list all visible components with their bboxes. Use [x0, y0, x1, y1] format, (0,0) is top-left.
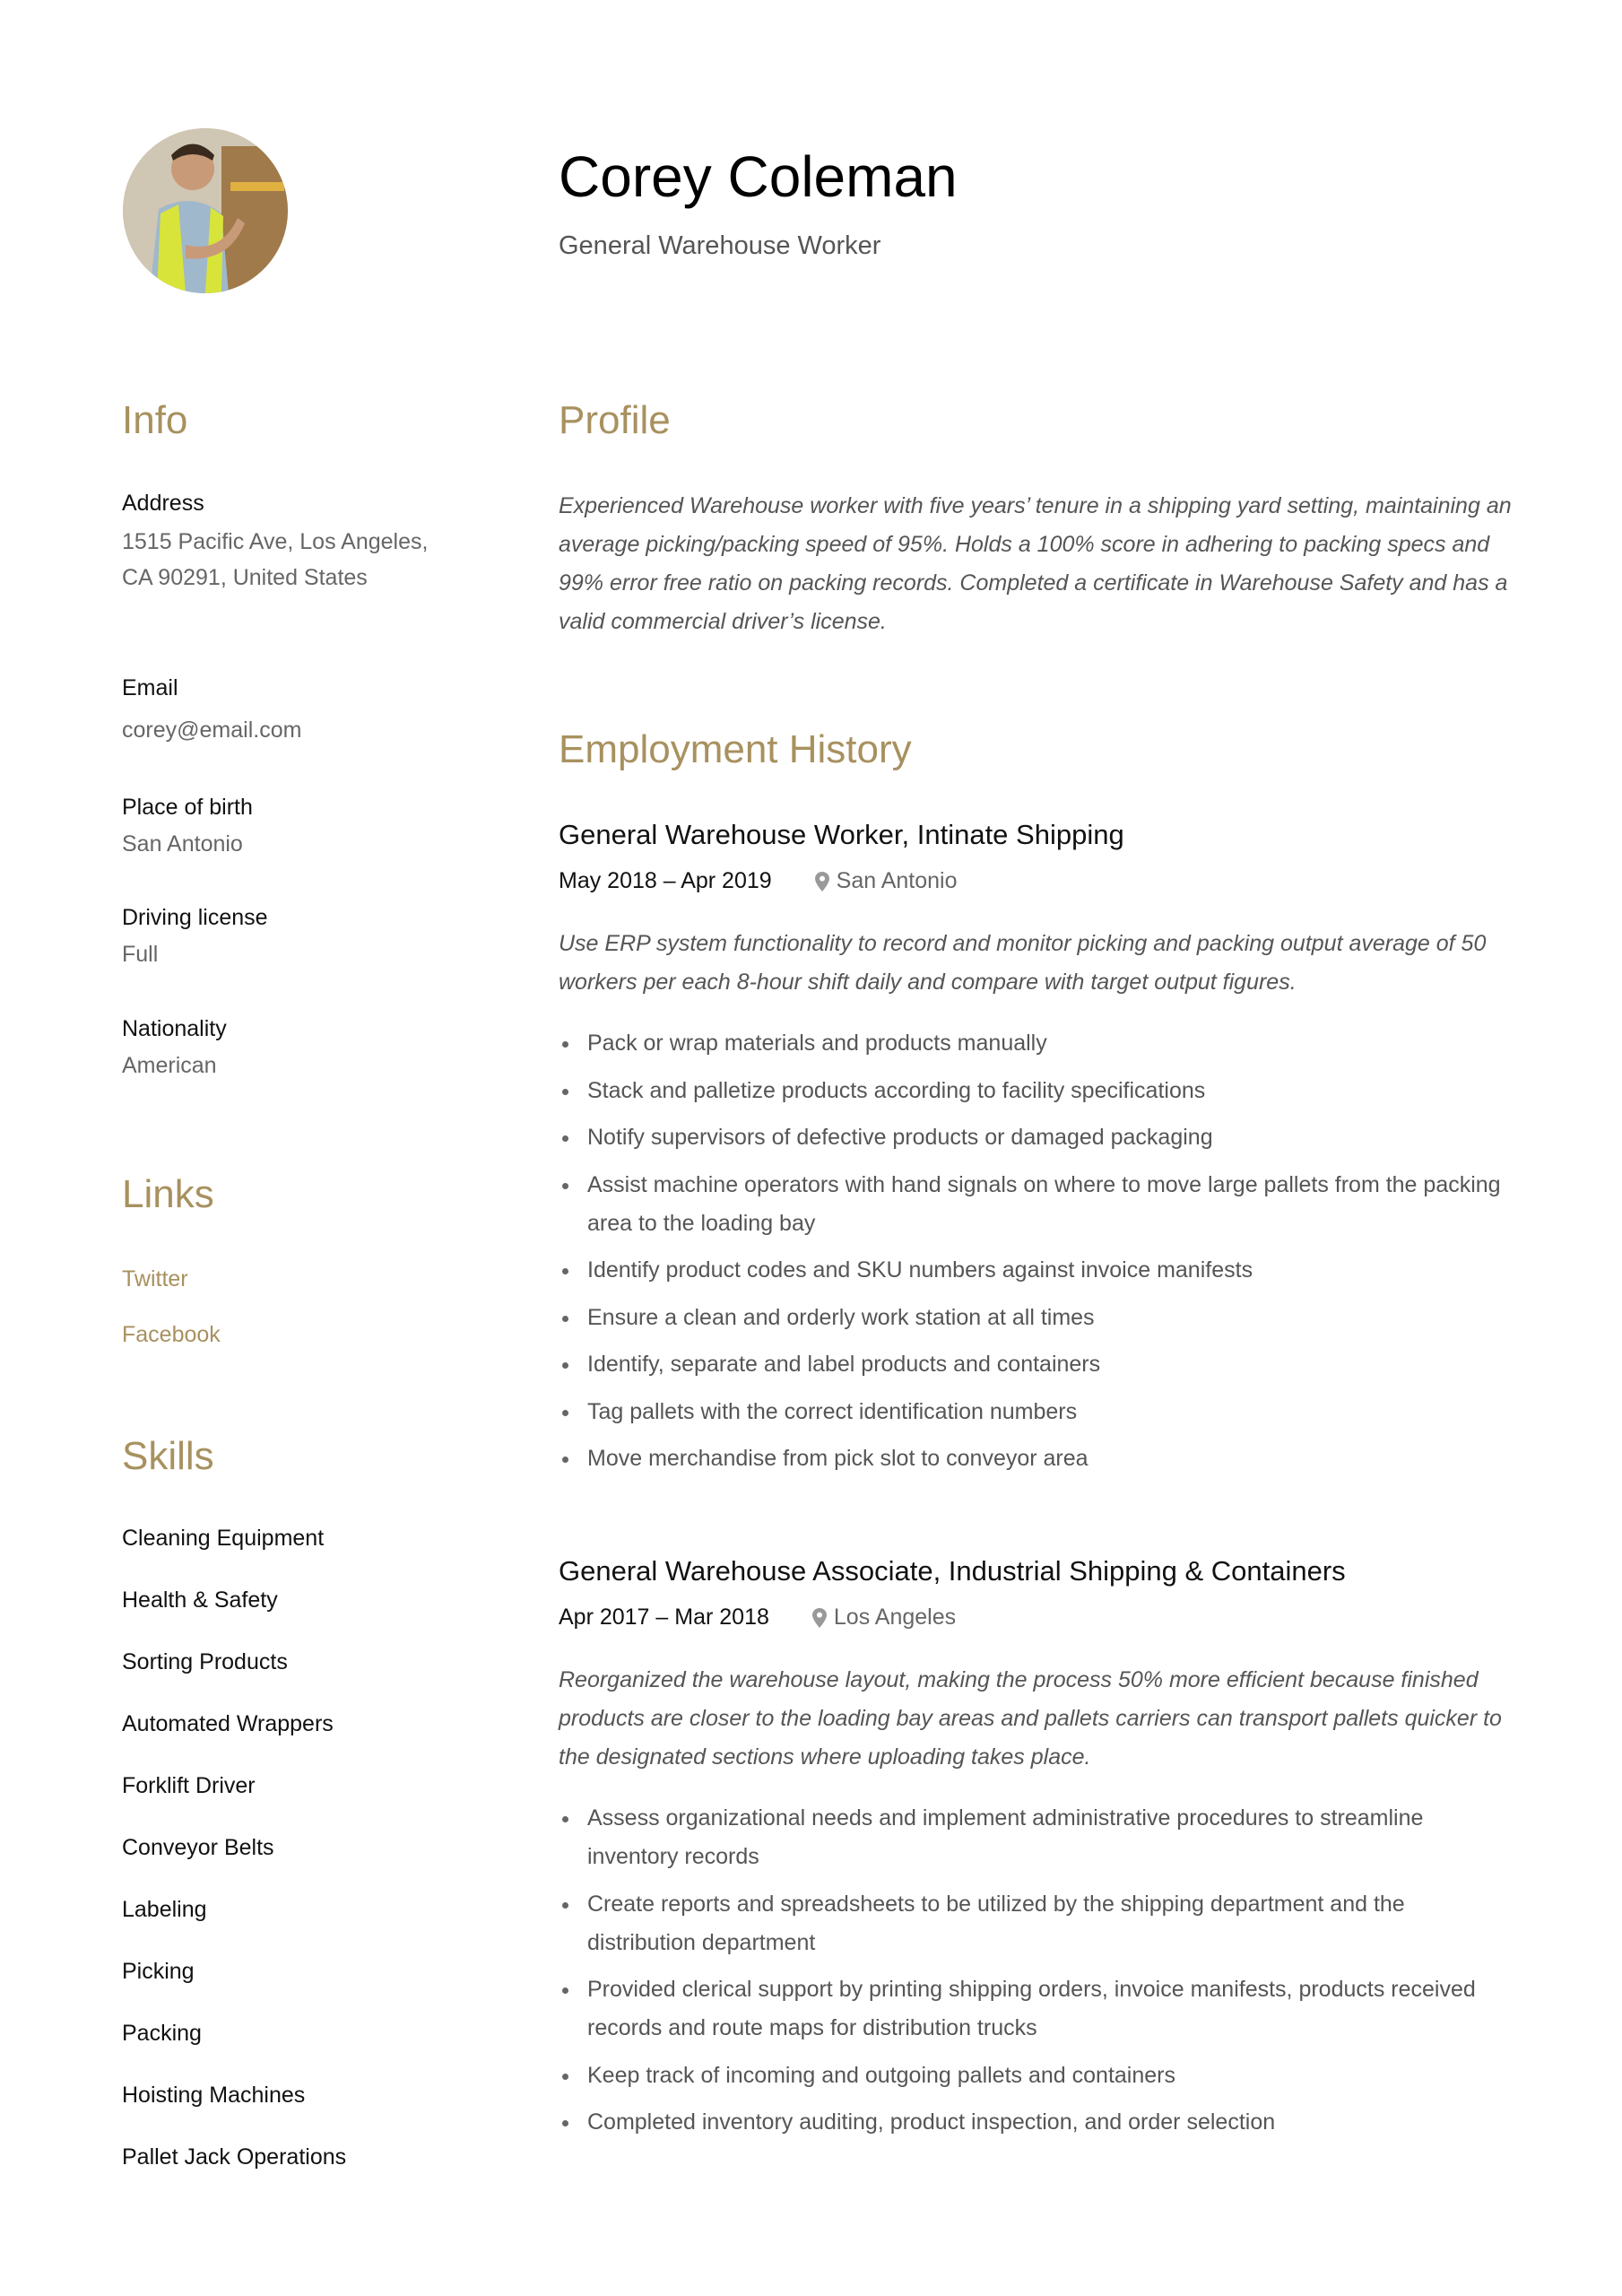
list-item: Assess organizational needs and implement administrative procedures to streamline inventory records	[559, 1799, 1509, 1876]
skill-item: Picking	[122, 1959, 195, 1984]
list-item: Create reports and spreadsheets to be utilized by the shipping department and the distribution department	[559, 1885, 1509, 1962]
avatar	[123, 128, 288, 293]
employment-heading: Employment History	[559, 727, 912, 771]
license-field	[122, 907, 268, 972]
list-item: Notify supervisors of defective products or damaged packaging	[559, 1118, 1509, 1157]
profile-text: Experienced Warehouse worker with five years’ tenure in a shipping yard setting, maintaining an average picking/packing speed of 95%. Holds a 100% score in adhering to packing specs and 99% error free ratio on packing records. Completed a certificate in Warehouse Safety and has a valid commercial driver’s license.	[559, 493, 1512, 634]
list-item: Assist machine operators with hand signals on where to move large pallets from the packing area to the loading bay	[559, 1166, 1509, 1243]
list-item: Stack and palletize products according to facility specifications	[559, 1072, 1509, 1110]
list-item: Tag pallets with the correct identification numbers	[559, 1393, 1509, 1431]
email-field	[122, 677, 301, 748]
skill-item: Health & Safety	[122, 1587, 278, 1613]
list-item: Completed inventory auditing, product inspection, and order selection	[559, 2103, 1509, 2142]
job-title: General Warehouse Worker	[559, 231, 881, 260]
twitter-link[interactable]: Twitter	[122, 1266, 188, 1292]
job-location: San Antonio	[836, 868, 958, 893]
address-value: 1515 Pacific Ave, Los Angeles, CA 90291, United States	[122, 529, 429, 590]
skills-list	[122, 1527, 346, 2208]
links-heading: Links	[122, 1172, 214, 1216]
license-label: Driving license	[122, 905, 268, 930]
email-value: corey@email.com	[122, 718, 302, 743]
info-heading: Info	[122, 398, 188, 442]
info-section	[122, 492, 445, 596]
job-meta	[559, 870, 1527, 892]
job-title: General Warehouse Associate, Industrial Shipping & Containers	[559, 1555, 1346, 1587]
birthplace-field	[122, 796, 253, 862]
skill-item: Hoisting Machines	[122, 2083, 306, 2108]
skill-item: Packing	[122, 2021, 202, 2046]
skill-item: Conveyor Belts	[122, 1835, 274, 1860]
email-label: Email	[122, 675, 178, 700]
location-pin-icon	[812, 1608, 827, 1628]
list-item: Pack or wrap materials and products manually	[559, 1024, 1509, 1063]
list-item: Identify product codes and SKU numbers against invoice manifests	[559, 1251, 1509, 1290]
license-value: Full	[122, 942, 159, 967]
skills-heading: Skills	[122, 1434, 214, 1478]
job-entry	[559, 1557, 1527, 2151]
job-description: Reorganized the warehouse layout, making the process 50% more efficient because finished products are closer to the loading bay areas and pallets carriers can transport pallets quicker to the designated sections where uploading takes place.	[559, 1667, 1502, 1770]
skill-item: Sorting Products	[122, 1649, 288, 1674]
skill-item: Cleaning Equipment	[122, 1526, 325, 1551]
skill-item: Pallet Jack Operations	[122, 2144, 347, 2170]
job-dates: May 2018 – Apr 2019	[559, 868, 772, 893]
facebook-link[interactable]: Facebook	[122, 1322, 221, 1347]
nationality-label: Nationality	[122, 1016, 227, 1041]
candidate-name: Corey Coleman	[559, 144, 958, 209]
job-entry	[559, 821, 1527, 1487]
skill-item: Forklift Driver	[122, 1773, 256, 1798]
list-item: Move merchandise from pick slot to conveyor area	[559, 1439, 1509, 1478]
list-item: Ensure a clean and orderly work station at all times	[559, 1299, 1509, 1337]
job-meta	[559, 1606, 1527, 1629]
job-dates: Apr 2017 – Mar 2018	[559, 1605, 769, 1630]
list-item: Provided clerical support by printing shipping orders, invoice manifests, products received records and route maps for distribution trucks	[559, 1970, 1509, 2048]
job-location: Los Angeles	[833, 1605, 957, 1630]
location-pin-icon	[815, 872, 829, 891]
birthplace-label: Place of birth	[122, 795, 253, 820]
job-description: Use ERP system functionality to record and monitor picking and packing output average of 50 workers per each 8-hour shift daily and compare with target output figures.	[559, 931, 1487, 995]
nationality-field	[122, 1018, 227, 1083]
job-title: General Warehouse Worker, Intinate Shipping	[559, 819, 1124, 850]
list-item: Keep track of incoming and outgoing pallets and containers	[559, 2057, 1509, 2095]
job-bullets	[559, 1799, 1509, 2142]
list-item: Identify, separate and label products and containers	[559, 1345, 1509, 1384]
job-bullets	[559, 1024, 1509, 1478]
birthplace-value: San Antonio	[122, 831, 243, 857]
profile-heading: Profile	[559, 398, 671, 442]
address-label: Address	[122, 491, 204, 516]
nationality-value: American	[122, 1053, 217, 1078]
skill-item: Labeling	[122, 1897, 207, 1922]
skill-item: Automated Wrappers	[122, 1711, 334, 1736]
